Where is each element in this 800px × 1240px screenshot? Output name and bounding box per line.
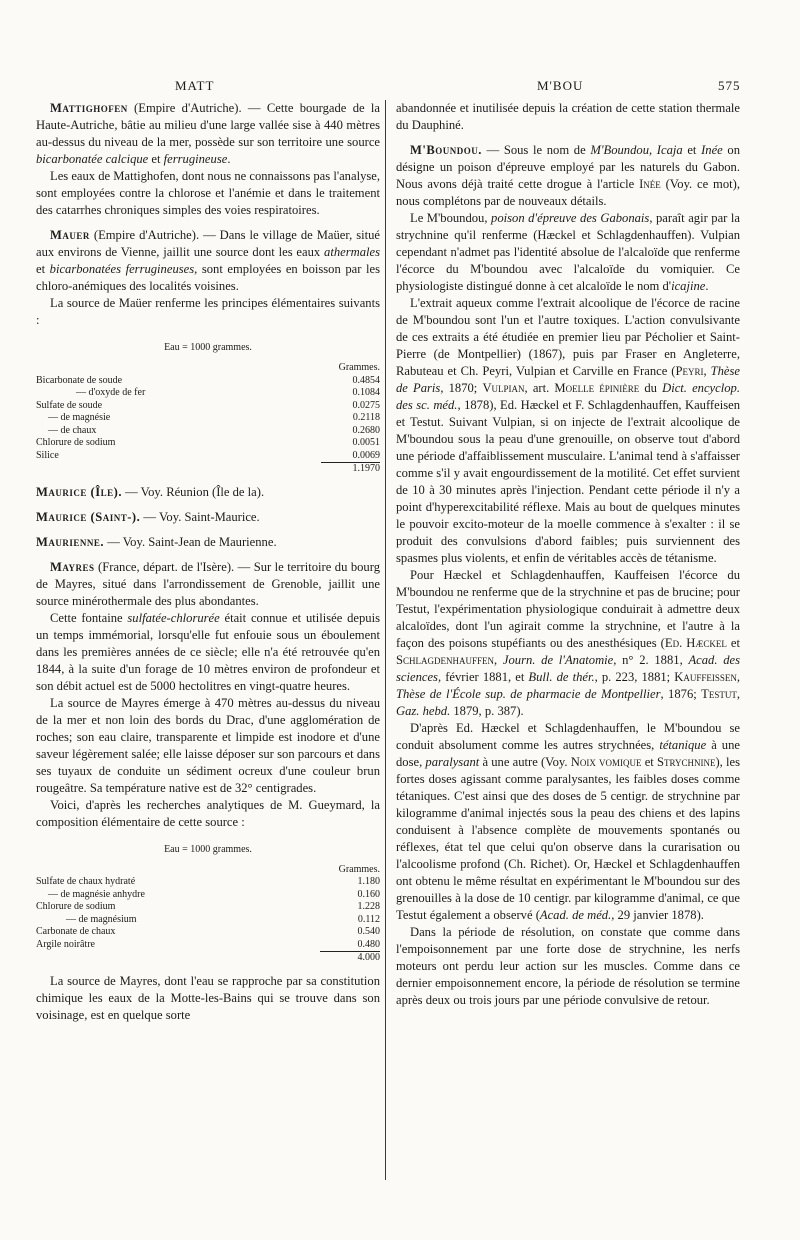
paragraph: D'après Ed. Hæckel et Schlagdenhauffen, le M'boundou se conduit absolument comme les autres strychnées, tétanique à une dose, paralysant à une autre (Voy. Noix vomique et Strychnine), les fortes doses agissant comme paralysantes, les faibles doses comme tétaniques. C'est ainsi que des doses de 5 centigr. de strychnine par kilogramme d'animal injectés sous la peau des chiens et des lapins conduisent à l'absence complète de mouvements spontanés ou réflexes, état tel que celui qu'on observe dans la curarisation ou l'alcoolisme profond (Ch. Richet). Or, Hæckel et Schlagdenhauffen ont obtenu le même résultat en expérimentant le M'boundou sur des grenouilles à la dose de 10 centigr. par kilogramme d'animal, ce que Testut également a observé (Acad. de méd., 29 janvier 1878). [396,721,740,922]
table-unit: Grammes. [338,362,380,373]
table-row: Carbonate de chaux 0.540 [36,926,380,937]
entry-head: Mayres [50,559,95,574]
paragraph: La source de Mayres émerge à 470 mètres au-dessus du niveau de la mer et non loin des bords du Drac, d'une agglomération de roches; son eau claire, transparente et limpide est inodore et d'une saveur légèrement salée; elle laisse déposer sur son parcours et dans ses tuyaux de conduite un sédiment ocreux d'une couleur brun rougeâtre. Sa température native est de 32° centigrades. [36,695,380,795]
table-caption: Eau = 1000 grammes. [164,843,252,855]
header-left: MATT [175,78,215,93]
entry-mayres: Mayres (France, départ. de l'Isère). — Sur le territoire du bourg de Mayres, situé dans l'arrondissement de Grenoble, jaillit une source minérothermale des plus abondantes. [36,559,380,608]
paragraph: L'extrait aqueux comme l'extrait alcoolique de l'écorce de racine de M'boundou sont l'un et l'autre toxiques. L'action convulsivante de ces extraits a été étudiée en premier lieu par Pécholier et Saint-Pierre (de Montpellier) (1867), puis par Fraser en Angleterre, Rabuteau et Ch. Peyri, Vulpian et Carville en France (Peyri, Thèse de Paris, 1870; Vulpian, art. Moelle épinière du Dict. encyclop. des sc. méd., 1878), Ed. Hæckel et F. Schlagdenhauffen, Kauffeisen et Testut. Suivant Vulpian, si on injecte de l'extrait alcoolique de M'boundou sous la peau d'une grenouille, on observe tout d'abord une période d'affaiblissement musculaire. L'animal tend à s'affaisser comme s'il y avait engourdissement de la motilité. Cet effet survient de 10 à 30 minutes après l'injection. Pendant cette période il n'y a point d'hyperexcitabilité réflexe. Mais au bout de quelques minutes le pouvoir excito-moteur de la moelle commence à s'exalter : il se produit des convulsions d'abord faibles; puis surviennent des spasmes plus violents, et enfin de véritables accès de tétanisme. [396,296,741,565]
table-row: Chlorure de sodium 1.228 [36,901,380,912]
table-total: 1.1970 [321,463,380,476]
entry-maurice-saint: Maurice (Saint-). — Voy. Saint-Maurice. [36,509,260,524]
paragraph: Voici, d'après les recherches analytiques de M. Gueymard, la composition élémentaire de cette source : [36,797,380,829]
table-row: — de magnésium 0.112 [66,913,380,925]
paragraph: La source de Mayres, dont l'eau se rapproche par sa constitution chimique les eaux de la Motte-les-Bains qui se trouve dans son voisinage, est en quelque sorte [36,973,380,1022]
paragraph: La source de Maüer renferme les principes élémentaires suivants : [36,296,380,327]
column-rule [385,100,386,1180]
table-unit: Grammes. [338,863,380,875]
table-row: — de magnésie 0.2118 [48,412,380,423]
paragraph: Les eaux de Mattighofen, dont nous ne connaissons pas l'analyse, sont employées contre la chlorose et l'anémie et dans le traitement des catarrhes chroniques simples des voies respiratoires. [36,169,380,217]
composition-table-mauer [36,362,380,476]
table-row: Silice 0.0069 [36,449,380,461]
table-row: — de magnésie anhydre 0.160 [48,888,380,900]
entry-mattighofen: Mattighofen (Empire d'Autriche). — Cette bourgade de la Haute-Autriche, bâtie au milieu d'une large vallée sise à 440 mètres au-dessus du niveau de la mer, possède sur son territoire une source bicarbonatée calcique et ferrugineuse. [36,101,380,166]
table-total: 4.000 [320,952,380,965]
paragraph: Dans la période de résolution, on constate que comme dans l'empoisonnement par une forte dose de strychnine, les nerfs moteurs ont perdu leur action sur les muscles. Comme dans ce dernier empoisonnement encore, la période de résolution se termine après deux ou trois jours par une période convulsive de retour. [396,925,740,1007]
header-center: M'BOU [537,78,584,93]
entry-head: Mattighofen [50,101,128,115]
table-caption: Eau = 1000 grammes. [164,342,252,353]
table-total-row [36,463,380,476]
entry-mauer: Mauer (Empire d'Autriche). — Dans le village de Maüer, situé aux environs de Vienne, jaillit une source dont les eaux athermales et bicarbonatées ferrugineuses, sont employées en boisson par les chloro-anémiques des localités voisines. [36,228,380,293]
table-row: — d'oxyde de fer 0.1084 [76,387,380,398]
paragraph: Pour Hæckel et Schlagdenhauffen, Kauffeisen l'écorce du M'boundou ne renferme que de la strychnine et pas de brucine; pour Testut, l'expérimentation physiologique conduirait à admettre deux alcaloïdes, dont l'un agirait comme la strychnine, et l'autre à la façon des poisons stupéfiants ou des anesthésiques (Ed. Hæckel et Schlagdenhauffen, Journ. de l'Anatomie, n° 2. 1881, Acad. des sciences, février 1881, et Bull. de thér., p. 223, 1881; Kauffeissen, Thèse de l'École sup. de pharmacie de Montpellier, 1876; Testut, Gaz. hebd. 1879, p. 387). [396,568,741,718]
paragraph-continued: abandonnée et inutilisée depuis la création de cette station thermale du Dauphiné. [396,101,740,132]
table-row: Bicarbonate de soude 0.4854 [36,374,380,386]
composition-table-mayres [36,864,380,965]
entry-maurice-ile: Maurice (Île). — Voy. Réunion (Île de la). [36,484,265,499]
table-row: Sulfate de chaux hydraté 1.180 [36,876,380,887]
table-row: Sulfate de soude 0.0275 [36,399,380,411]
page-number: 575 [718,78,741,93]
table-row: Argile noirâtre 0.480 [36,938,380,950]
entry-maurienne: Maurienne. — Voy. Saint-Jean de Maurienne. [36,534,277,549]
table-total-row [36,952,380,965]
paragraph: Cette fontaine sulfatée-chlorurée était connue et utilisée depuis un temps immémorial, lorsqu'elle fut enfouie sous un éboulement dans les premières années de ce siècle; elle n'a été retrouvée qu'en 1844, à la suite d'un forage de 10 mètres environ de profondeur et son débit actuel est de 5000 hectolitres en vingt-quatre heures. [36,610,380,693]
right-column [396,100,740,1009]
table-row: Chlorure de sodium 0.0051 [36,437,380,448]
entry-mboundou: M'Boundou. — Sous le nom de M'Boundou, Icaja et Inée on désigne un poison d'épreuve employé par les naturels du Gabon. Nous avons déjà traité cette drogue à l'article Inée (Voy. ce mot), nous complétons par de nouveaux détails. [396,143,740,208]
entry-head: M'Boundou. [410,143,482,157]
running-head [0,78,800,98]
table-row: — de chaux 0.2680 [48,424,380,436]
left-column [36,100,380,1024]
entry-head: Mauer [50,228,90,242]
paragraph: Le M'boundou, poison d'épreuve des Gabonais, paraît agir par la strychnine qu'il renferme (Hæckel et Schlagdenhauffen). Vulpian cependant n'admet pas l'identité absolue de l'alcaloïde que renferme l'écorce du M'boundou avec l'alcaloïde du vomiquier. Ce physiologiste distingué donne à cet alcaloïde le nom d'icajine. [396,211,740,293]
